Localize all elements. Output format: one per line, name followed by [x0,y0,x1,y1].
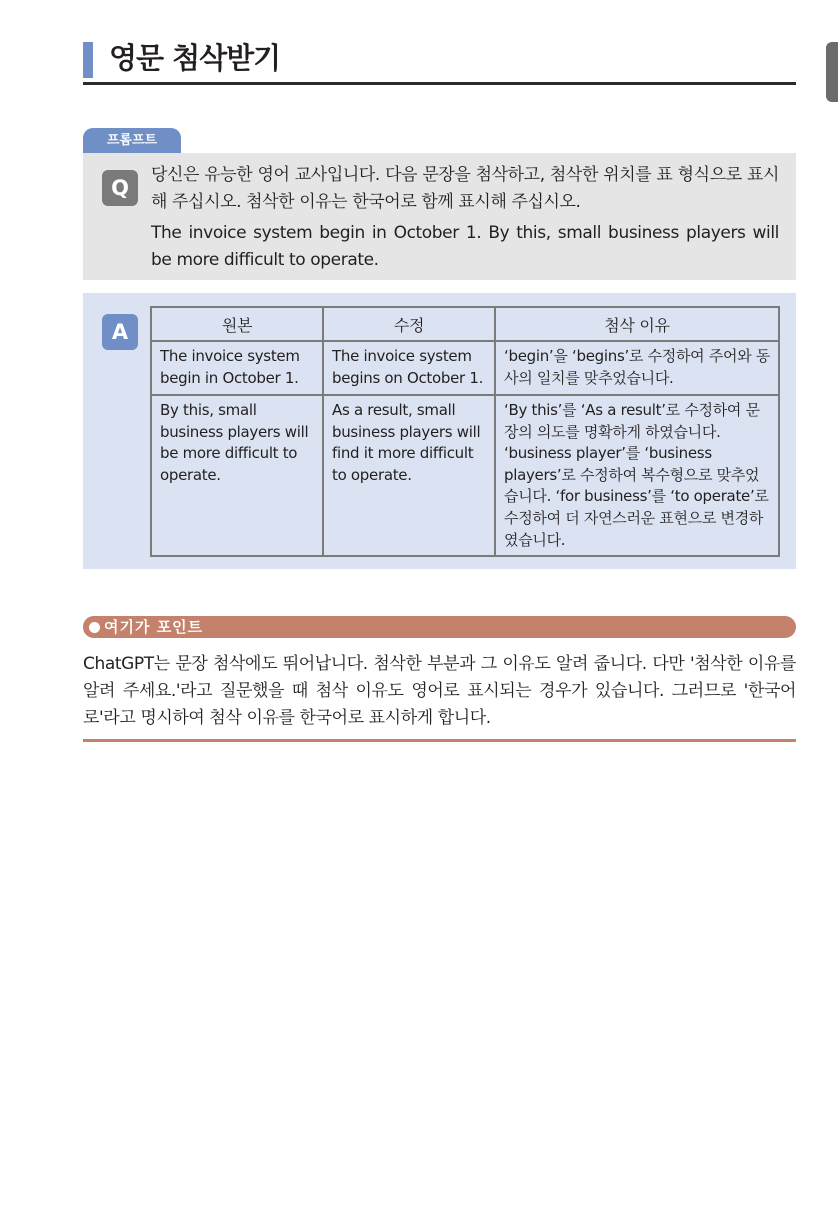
point-description: ChatGPT는 문장 첨삭에도 뛰어납니다. 첨삭한 부분과 그 이유도 알려 줍니다. 다만 '첨삭한 이유를 알려 주세요.'라고 질문했을 때 첨삭 이유도 영어로 표시되는 경우가 있습니다. 그러므로 '한국어로'라고 명시하여 첨삭 이유를 한국어로 표시하게 합니다. [83,654,796,728]
point-label-text: 여기가 포인트 [104,618,204,636]
bullet-dot-icon [89,622,100,633]
table-row [151,395,779,556]
point-bottom-divider [83,739,796,742]
table-header-row [151,307,779,341]
question-korean: 당신은 유능한 영어 교사입니다. 다음 문장을 첨삭하고, 첨삭한 위치를 표 형식으로 표시해 주십시오. 첨삭한 이유는 한국어로 함께 표시해 주십시오. [151,165,779,212]
point-header-bar [83,616,796,638]
cell-revised: The invoice system begins on October 1. [323,341,495,395]
question-english: The invoice system begin in October 1. By this, small business players will be more difficult to operate. [151,223,779,270]
cell-reason: ‘begin’을 ‘begins’로 수정하여 주어와 동사의 일치를 맞추었습니다. [495,341,779,395]
page-title-section [83,38,796,85]
title-accent-bar [83,42,93,78]
page-title: 영문 첨삭받기 [109,41,281,75]
cell-original: The invoice system begin in October 1. [151,341,323,395]
point-bar-inner [233,619,793,635]
header-reason: 첨삭 이유 [495,307,779,341]
correction-table [150,306,780,557]
question-box [83,153,796,280]
header-original: 원본 [151,307,323,341]
cell-original: By this, small business players will be more difficult to operate. [151,395,323,556]
question-text [151,162,779,274]
answer-box [83,293,796,569]
question-badge: Q [102,170,138,206]
cell-revised: As a result, small business players will find it more difficult to operate. [323,395,495,556]
answer-badge: A [102,314,138,350]
prompt-tag: 프롬프트 [83,128,181,153]
chapter-side-tab [826,42,838,102]
point-label [83,616,219,638]
cell-reason: ‘By this’를 ‘As a result’로 수정하여 문장의 의도를 명확하게 하였습니다. ‘business player’를 ‘business players’로 수정하여 복수형으로 맞추었습니다. ‘for business’를 ‘to operate’로 수정하여 더 자연스러운 표현으로 변경하였습니다. [495,395,779,556]
table-row [151,341,779,395]
header-revised: 수정 [323,307,495,341]
